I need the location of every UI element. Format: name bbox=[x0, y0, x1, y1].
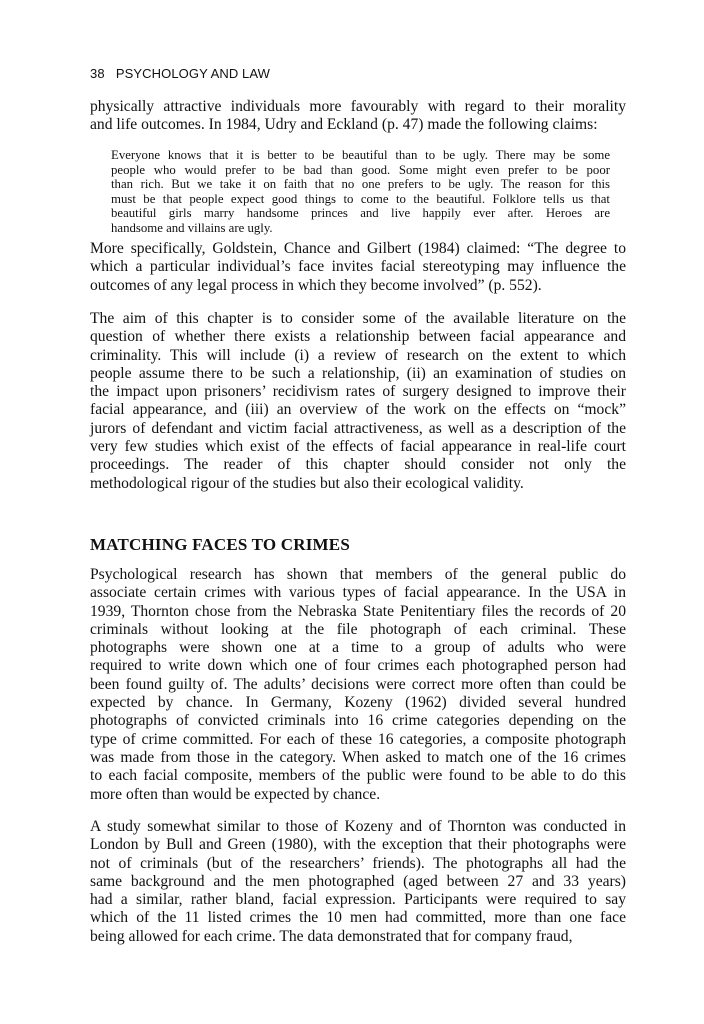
text-line: Psychological research has shown that members of the general public do bbox=[90, 566, 626, 583]
text-line: more often than would be expected by chance. bbox=[90, 785, 381, 803]
text-line: type of crime committed. For each of these 16 categories, a composite photograph bbox=[90, 730, 626, 748]
text-line: More specifically, Goldstein, Chance and Gilbert (1984) claimed: “The degree to bbox=[90, 240, 626, 257]
text-line: A study somewhat similar to those of Kozeny and of Thornton was conducted in bbox=[90, 818, 626, 835]
text-line: beautiful girls marry handsome princes and live happily ever after. Heroes are bbox=[111, 206, 610, 221]
text-line: the impact upon prisoners’ recidivism rates of surgery designed to improve their bbox=[90, 383, 626, 401]
text-line: being allowed for each crime. The data demonstrated that for company fraud, bbox=[90, 927, 573, 945]
text-line: must be that people expect good things to come to the beautiful. Folklore tells us that bbox=[111, 191, 610, 206]
text-line: to each facial composite, members of the public were found to be able to do this bbox=[90, 767, 626, 785]
text-line: not of criminals (but of the researchers’ friends). The photographs all had the bbox=[90, 854, 626, 872]
text-line: facial appearance, and (iii) an overview of the work on the effects on “mock” bbox=[90, 401, 626, 419]
text-line: London by Bull and Green (1980), with the exception that their photographs were bbox=[90, 836, 626, 854]
text-line: handsome and villains are ugly. bbox=[111, 220, 273, 235]
text-line: photographs of convicted criminals into 16 crime categories depending on the bbox=[90, 712, 626, 730]
text-line: physically attractive individuals more favourably with regard to their morality bbox=[90, 98, 626, 115]
text-line: and life outcomes. In 1984, Udry and Eckland (p. 47) made the following claims: bbox=[90, 116, 598, 134]
text-line: question of whether there exists a relationship between facial appearance and bbox=[90, 328, 626, 346]
text-line: which of the 11 listed crimes the 10 men had committed, more than one face bbox=[90, 909, 626, 927]
text-line: which a particular individual’s face invites facial stereotyping may influence the bbox=[90, 258, 626, 276]
text-line: was made from those in the category. When asked to match one of the 16 crimes bbox=[90, 748, 626, 766]
text-line: same background and the men photographed (aged between 27 and 33 years) bbox=[90, 872, 626, 890]
paragraph bbox=[90, 818, 626, 946]
paragraph bbox=[90, 240, 626, 295]
text-line: criminals without looking at the file photograph of each criminal. These bbox=[90, 620, 626, 638]
text-line: The aim of this chapter is to consider some of the available literature on the bbox=[90, 310, 626, 327]
text-line: criminality. This will include (i) a review of research on the extent to which bbox=[90, 346, 626, 364]
text-line: people assume there to be such a relationship, (ii) an examination of studies on bbox=[90, 364, 626, 382]
text-line: had a similar, rather bland, facial expression. Participants were required to say bbox=[90, 891, 626, 909]
text-line: photographs were shown one at a time to a group of adults who were bbox=[90, 639, 626, 657]
running-head bbox=[90, 66, 270, 81]
running-title: PSYCHOLOGY AND LAW bbox=[115, 66, 271, 81]
text-line: outcomes of any legal process in which they become involved” (p. 552). bbox=[90, 276, 542, 294]
text-line: people who would prefer to be bad than good. Some might even prefer to be poor bbox=[111, 162, 610, 177]
text-line: jurors of defendant and victim facial attractiveness, as well as a description of the bbox=[90, 419, 626, 437]
text-line: 1939, Thornton chose from the Nebraska State Penitentiary files the records of 20 bbox=[90, 602, 626, 620]
text-line: than rich. But we take it on faith that no one prefers to be ugly. The reason for this bbox=[111, 177, 610, 192]
paragraph bbox=[90, 98, 626, 135]
text-line: been found guilty of. The adults’ decisions were correct more often than could be bbox=[90, 675, 626, 693]
section-heading: MATCHING FACES TO CRIMES bbox=[90, 535, 350, 554]
paragraph bbox=[90, 310, 626, 493]
text-line: very few studies which exist of the effects of facial appearance in real-life court bbox=[90, 438, 626, 456]
paragraph bbox=[90, 566, 626, 804]
text-line: Everyone knows that it is better to be beautiful than to be ugly. There may be some bbox=[111, 148, 610, 162]
text-line: methodological rigour of the studies but also their ecological validity. bbox=[90, 474, 524, 492]
text-line: required to write down which one of four crimes each photographed person had bbox=[90, 657, 626, 675]
page-number: 38 bbox=[90, 66, 105, 81]
text-line: associate certain crimes with various types of facial appearance. In the USA in bbox=[90, 584, 626, 602]
block-quote bbox=[111, 148, 610, 236]
text-line: expected by chance. In Germany, Kozeny (1962) divided several hundred bbox=[90, 694, 626, 712]
text-line: proceedings. The reader of this chapter should consider not only the bbox=[90, 456, 626, 474]
